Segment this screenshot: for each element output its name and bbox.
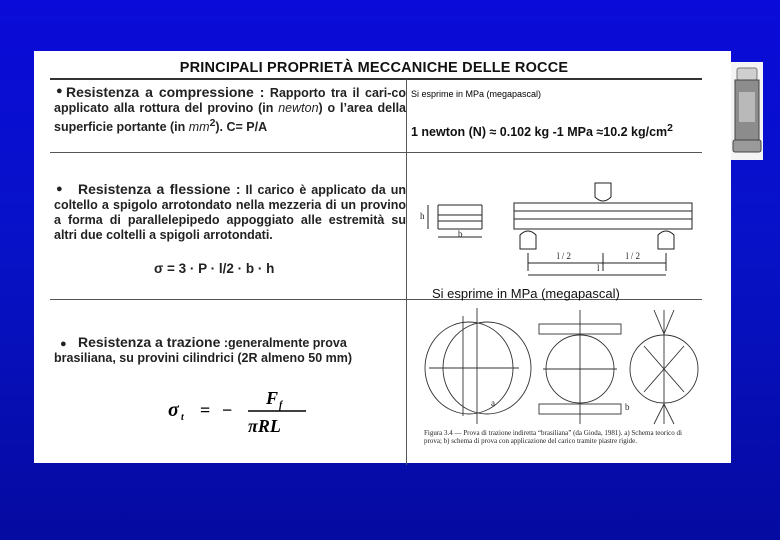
flexure-block [54,182,406,243]
bullet-icon: ● [56,85,63,97]
bullet-icon: ● [60,338,67,350]
label-l: l [597,263,600,273]
tension-text: :generalmente prova brasiliana, su provini cilindrici (2R almeno 50 mm) [54,336,353,365]
bullet-icon: ● [56,183,63,195]
tension-heading: Resistenza a trazione [78,334,221,350]
compression-text-c: ). C= P/A [215,120,268,135]
conversion-text: 1 newton (N) ≈ 0.102 kg -1 MPa ≈10.2 kg/cm [411,125,668,140]
compression-italic-mm: mm [188,120,210,135]
compression-italic-newton: newton [278,101,319,115]
compression-heading: Resistenza a compressione : [66,84,265,100]
compression-block [54,85,406,135]
tension-formula [166,384,316,439]
label-h: h [420,211,425,221]
slide-page [34,51,731,463]
brazilian-test-diagram [419,306,704,426]
svg-text:t: t [181,412,184,423]
note-mpa-small: Si esprime in MPa (megapascal) [411,89,542,99]
svg-text:f: f [279,400,283,411]
rock-sample-image [731,62,763,160]
column-divider [406,79,407,465]
flexure-heading: Resistenza a flessione : [78,181,241,197]
page-title: PRINCIPALI PROPRIETÀ MECCANICHE DELLE ROCCE [179,60,569,76]
svg-text:F: F [266,388,279,408]
row-divider-1 [50,152,702,153]
label-b: b [458,229,463,239]
note-mpa-units: Si esprime in MPa (megapascal) [432,286,620,301]
label-b-right: b [625,402,630,412]
compression-text-b: ) o l’area della superficie portante (in [54,101,407,135]
label-half-left: l / 2 [557,251,572,261]
svg-text:−: − [222,400,233,420]
svg-text:σ: σ [168,399,179,421]
compression-sup: 2 [209,118,216,129]
conversion-sup: 2 [667,123,673,134]
tension-block [54,335,394,366]
flexure-diagram [414,171,704,286]
flexure-text: Il carico è applicato da un coltello a spigolo arrotondato nella mezzeria di un provino a forma di parallelepipedo appoggiato alle estremità su altri due coltelli a spigoli arrotondati. [54,183,407,242]
label-a: a [491,398,495,408]
label-half-right: l / 2 [626,251,641,261]
svg-text:πRL: πRL [248,416,281,436]
conversion-equation [411,121,701,140]
flexure-formula: σ = 3 · P · l/2 · b · h [154,261,275,276]
figure-caption: Figura 3.4 — Prova di trazione indiretta “brasiliana” (da Gioda, 1981). a) Schema teorico di prova; b) schema di prova con applicazione del carico tramite piastre rigide. [424,429,682,445]
title-rule [50,78,702,80]
svg-text:=: = [200,400,211,420]
compression-text-a: Rapporto tra il cari-co applicato alla rottura del provino (in [54,86,407,115]
